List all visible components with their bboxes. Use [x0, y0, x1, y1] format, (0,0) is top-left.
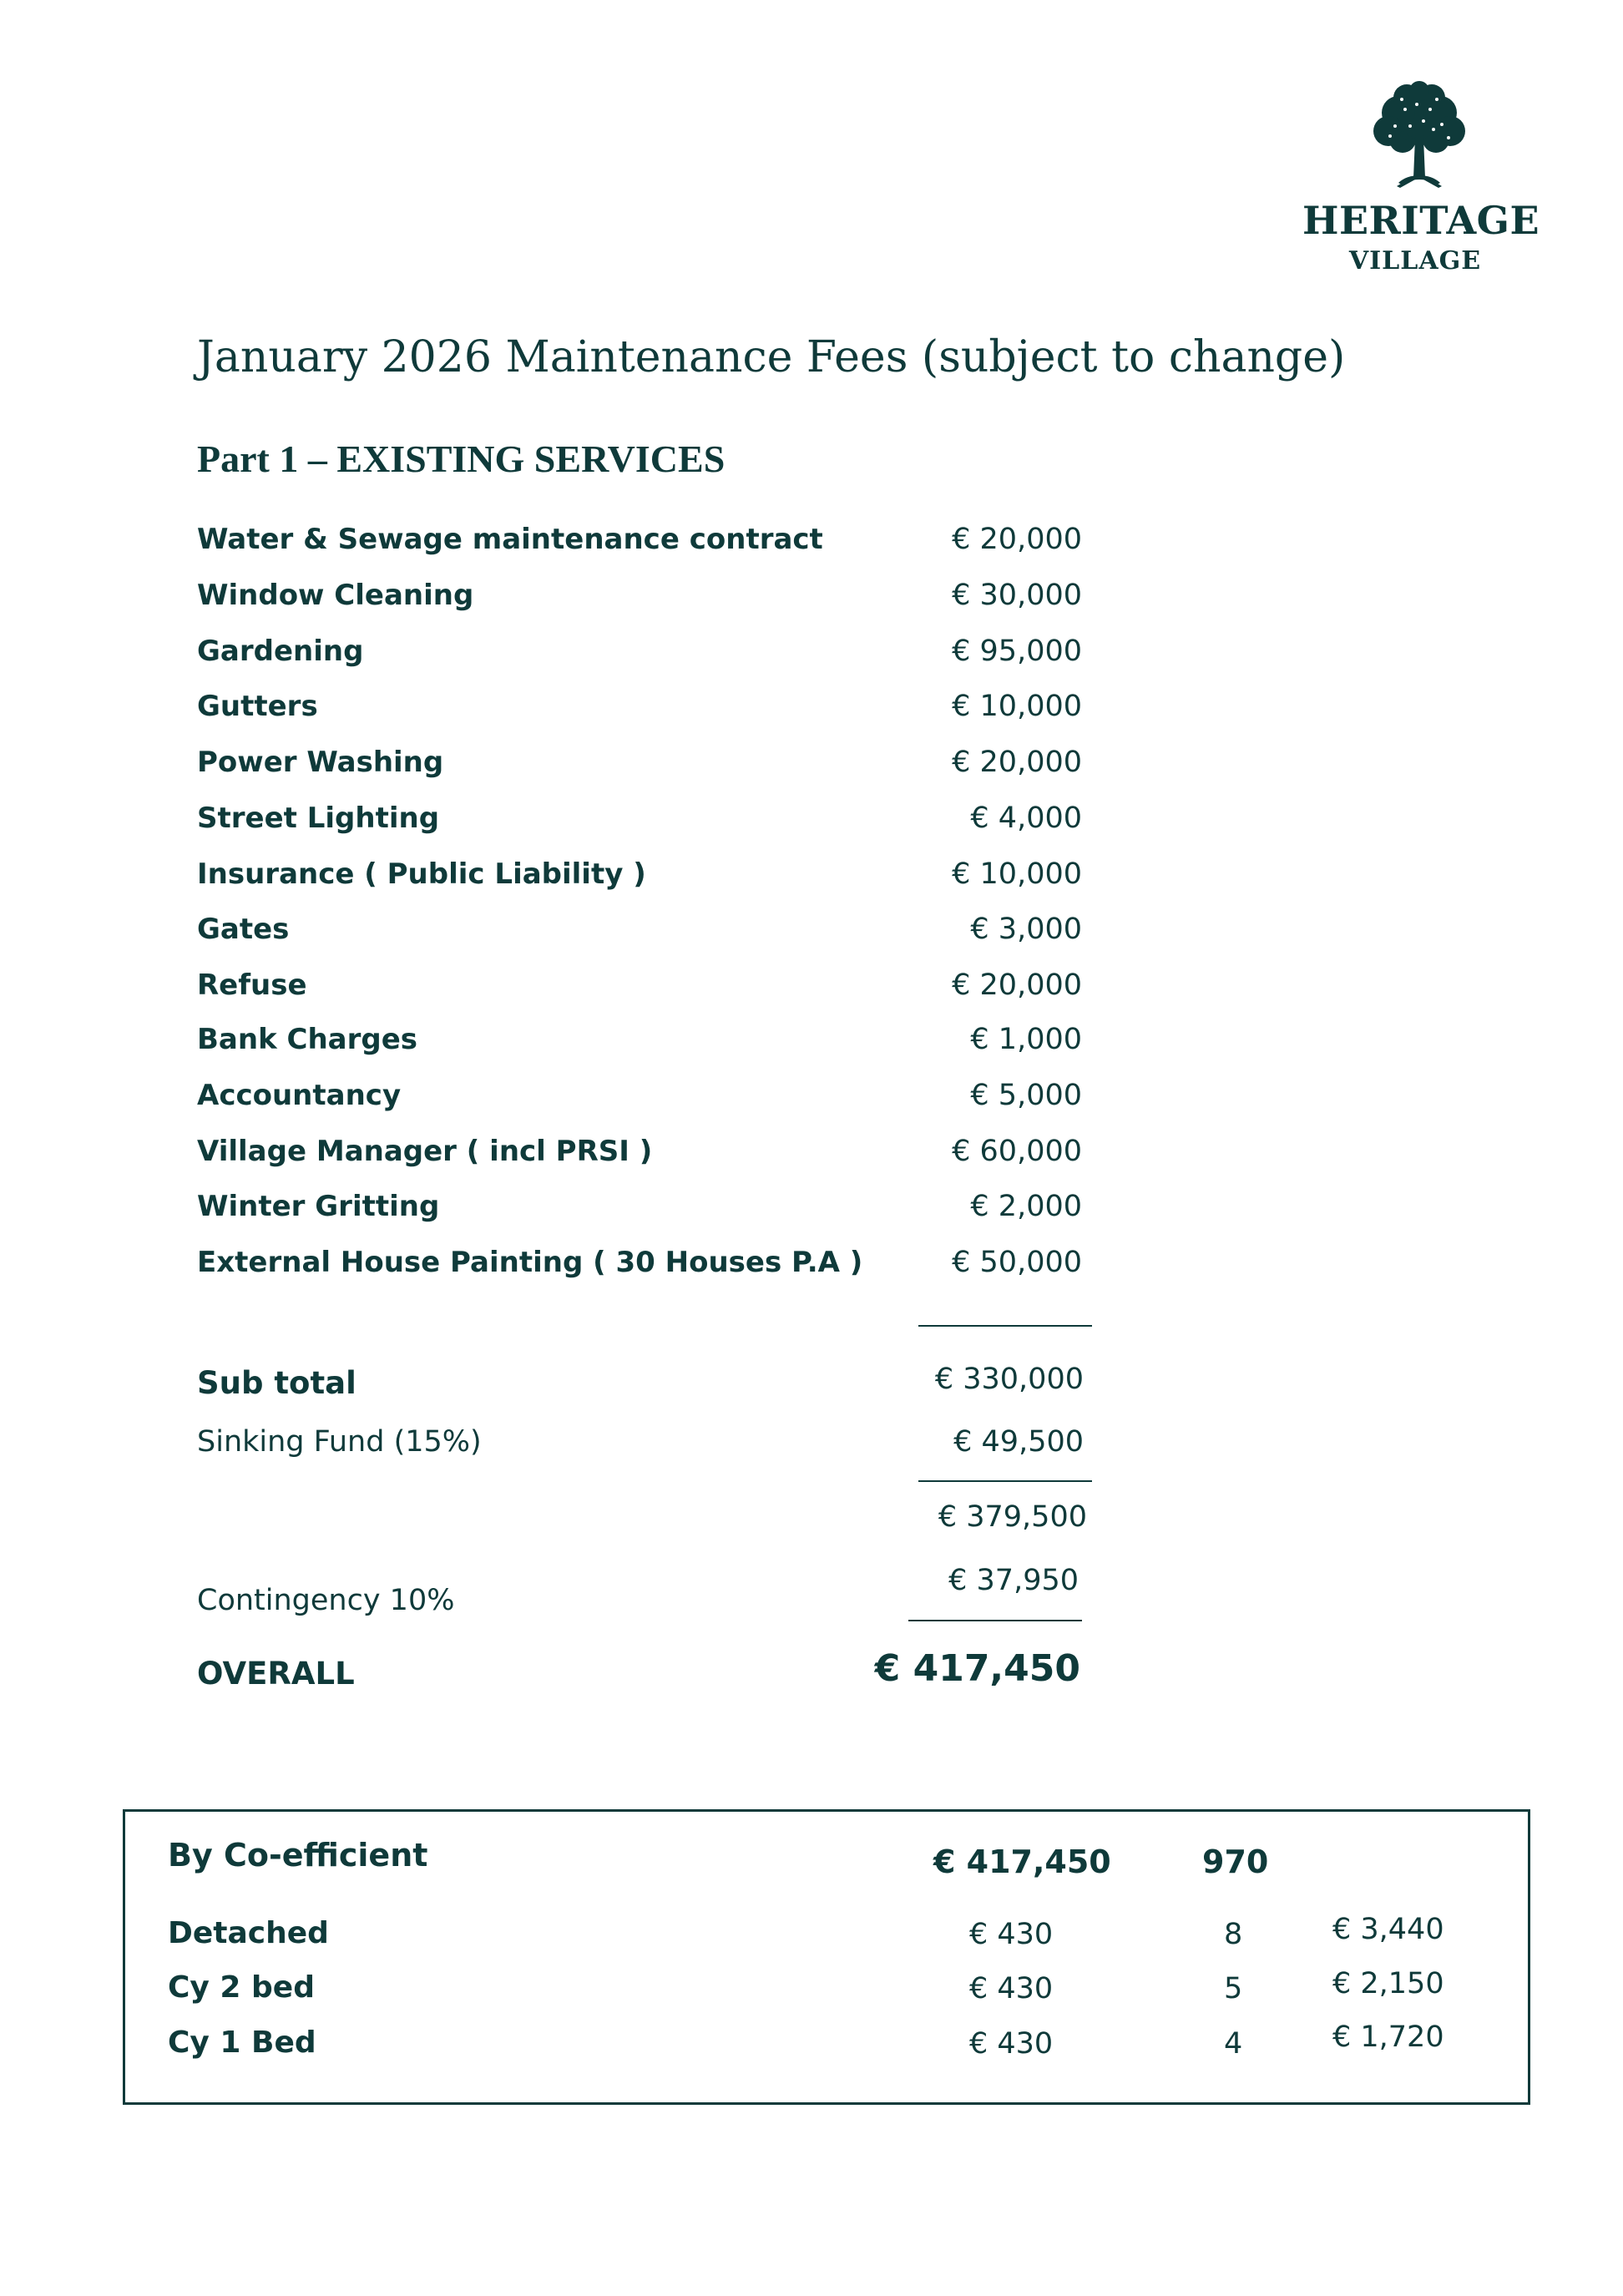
service-label: Window Cleaning	[197, 579, 474, 612]
coefficient-total: € 417,450	[933, 1843, 1111, 1880]
service-row	[197, 802, 1082, 852]
service-row	[197, 913, 1082, 963]
subtotal-divider	[918, 1325, 1092, 1327]
overall-value: € 417,450	[874, 1647, 1080, 1690]
house-fee: € 3,440	[1332, 1913, 1444, 1946]
service-label: Gates	[197, 913, 290, 946]
service-amount: € 50,000	[952, 1246, 1082, 1279]
coefficient-heading: By Co-efficient	[168, 1837, 428, 1874]
contingency-label: Contingency 10%	[197, 1584, 455, 1617]
service-row	[197, 690, 1082, 740]
service-amount: € 30,000	[952, 579, 1082, 612]
service-amount: € 1,000	[970, 1023, 1082, 1056]
service-label: Power Washing	[197, 746, 444, 779]
house-coefficient: 4	[1224, 2027, 1243, 2061]
service-row	[197, 1246, 1082, 1296]
house-rate: € 430	[969, 1972, 1054, 2005]
service-amount: € 20,000	[952, 746, 1082, 779]
house-type: Cy 2 bed	[168, 1970, 315, 2005]
service-label: Insurance ( Public Liability )	[197, 857, 646, 891]
service-amount: € 3,000	[970, 913, 1082, 946]
contingency-value: € 37,950	[948, 1564, 1079, 1597]
service-row	[197, 968, 1082, 1019]
service-label: Water & Sewage maintenance contract	[197, 523, 823, 556]
house-type: Detached	[168, 1916, 329, 1950]
service-row	[197, 746, 1082, 796]
service-amount: € 10,000	[952, 690, 1082, 723]
service-row	[197, 635, 1082, 685]
service-amount: € 10,000	[952, 857, 1082, 891]
service-row	[197, 857, 1082, 908]
subtotal-value: € 330,000	[934, 1363, 1084, 1396]
service-label: External House Painting ( 30 Houses P.A )	[197, 1246, 863, 1279]
logo-wordmark-village: VILLAGE	[1348, 246, 1482, 276]
service-amount: € 4,000	[970, 802, 1082, 835]
sinking-fund-label: Sinking Fund (15%)	[197, 1425, 482, 1459]
overall-divider	[908, 1620, 1082, 1621]
overall-label: OVERALL	[197, 1656, 355, 1692]
logo-wordmark-heritage: HERITAGE	[1302, 198, 1540, 243]
service-amount: € 60,000	[952, 1135, 1082, 1168]
house-fee: € 1,720	[1332, 2020, 1444, 2054]
service-row	[197, 1135, 1082, 1185]
coefficient-units: 970	[1202, 1843, 1269, 1880]
service-label: Gutters	[197, 690, 318, 723]
house-fee: € 2,150	[1332, 1967, 1444, 2000]
house-rate: € 430	[969, 2027, 1054, 2061]
service-amount: € 95,000	[952, 635, 1082, 668]
service-row	[197, 579, 1082, 629]
house-rate: € 430	[969, 1918, 1054, 1951]
service-label: Gardening	[197, 635, 364, 668]
section-title: Part 1 – EXISTING SERVICES	[197, 437, 726, 480]
house-type: Cy 1 Bed	[168, 2025, 316, 2060]
service-row	[197, 523, 1082, 573]
service-row	[197, 1190, 1082, 1240]
service-label: Village Manager ( incl PRSI )	[197, 1135, 653, 1168]
heritage-village-logo	[1302, 79, 1540, 288]
service-row	[197, 1079, 1082, 1129]
house-coefficient: 8	[1224, 1918, 1243, 1951]
sinking-fund-value: € 49,500	[953, 1425, 1084, 1459]
oak-tree-icon	[1365, 79, 1474, 192]
service-amount: € 20,000	[952, 968, 1082, 1002]
subtotal-label: Sub total	[197, 1365, 356, 1401]
service-label: Bank Charges	[197, 1023, 418, 1056]
house-coefficient: 5	[1224, 1972, 1243, 2005]
coefficient-table	[123, 1809, 1530, 2105]
running-total-value: € 379,500	[938, 1500, 1087, 1534]
service-amount: € 20,000	[952, 523, 1082, 556]
service-row	[197, 1023, 1082, 1073]
service-amount: € 2,000	[970, 1190, 1082, 1223]
service-label: Winter Gritting	[197, 1190, 440, 1223]
service-label: Accountancy	[197, 1079, 402, 1112]
service-label: Street Lighting	[197, 802, 440, 835]
service-amount: € 5,000	[970, 1079, 1082, 1112]
sinking-divider	[918, 1480, 1092, 1482]
page-title: January 2026 Maintenance Fees (subject to change)	[197, 332, 1346, 382]
service-label: Refuse	[197, 968, 307, 1002]
